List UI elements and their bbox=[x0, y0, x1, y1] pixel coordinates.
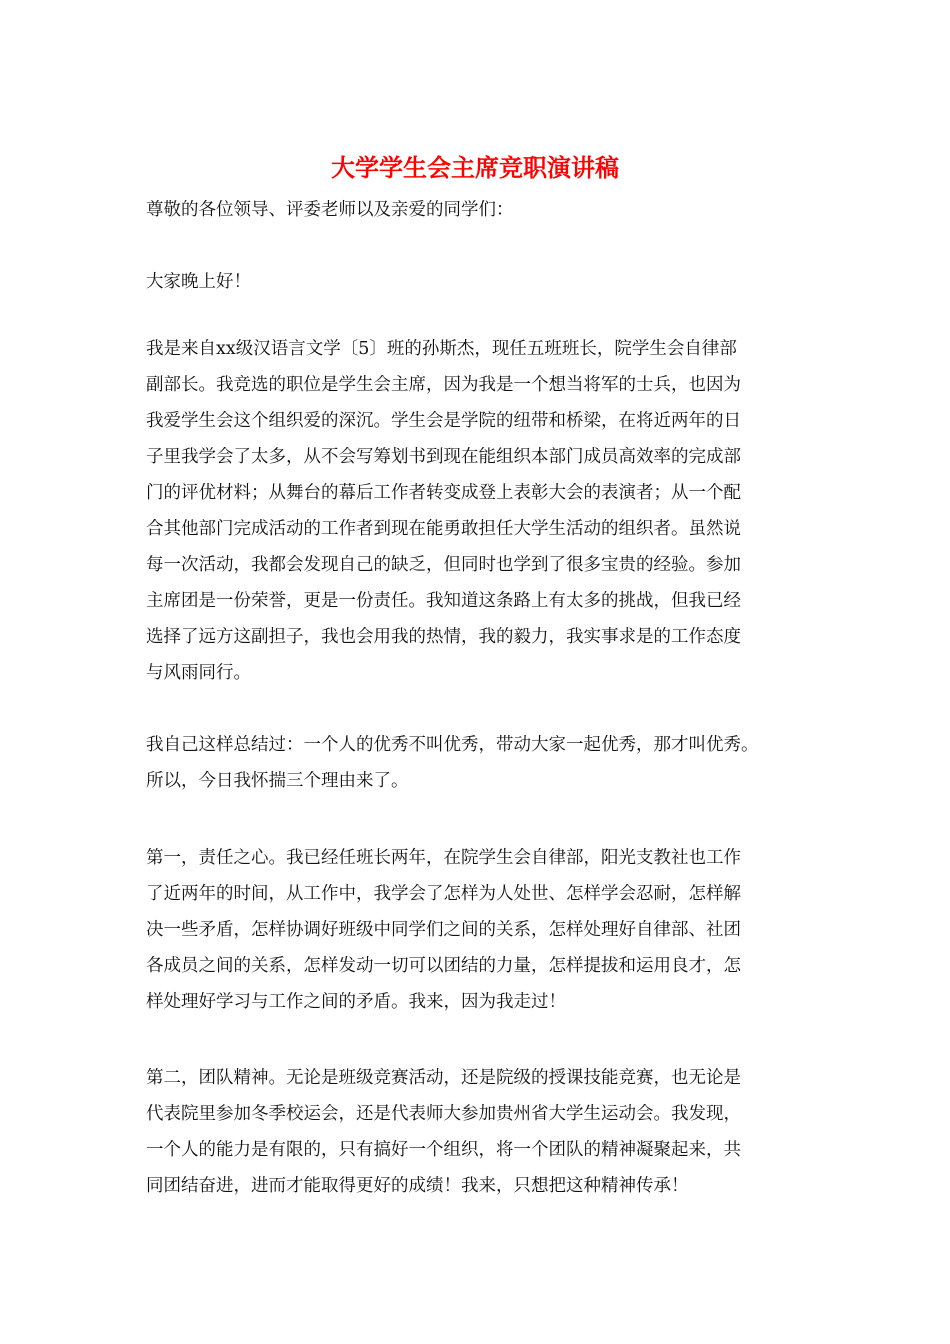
body-line: 一个人的能力是有限的，只有搞好一个组织，将一个团队的精神凝聚起来，共 bbox=[146, 1140, 741, 1160]
body-line: 大家晚上好！ bbox=[146, 272, 251, 292]
body-line: 每一次活动，我都会发现自己的缺乏，但同时也学到了很多宝贵的经验。参加 bbox=[146, 555, 741, 575]
body-line: 尊敬的各位领导、评委老师以及亲爱的同学们： bbox=[146, 200, 514, 220]
body-line: 我自己这样总结过：一个人的优秀不叫优秀，带动大家一起优秀，那才叫优秀。 bbox=[146, 735, 759, 755]
body-line: 第二，团队精神。无论是班级竞赛活动，还是院级的授课技能竞赛，也无论是 bbox=[146, 1068, 741, 1088]
body-line: 第一，责任之心。我已经任班长两年，在院学生会自律部，阳光支教社也工作 bbox=[146, 848, 741, 868]
body-line: 各成员之间的关系，怎样发动一切可以团结的力量，怎样提拔和运用良才，怎 bbox=[146, 956, 741, 976]
body-line: 子里我学会了太多，从不会写筹划书到现在能组织本部门成员高效率的完成部 bbox=[146, 447, 741, 467]
body-line: 决一些矛盾，怎样协调好班级中同学们之间的关系，怎样处理好自律部、社团 bbox=[146, 920, 741, 940]
body-line: 副部长。我竞选的职位是学生会主席，因为我是一个想当将军的士兵，也因为 bbox=[146, 375, 741, 395]
body-line: 所以，今日我怀揣三个理由来了。 bbox=[146, 771, 409, 791]
document-title: 大学学生会主席竞职演讲稿 bbox=[331, 153, 619, 182]
body-line: 主席团是一份荣誉，更是一份责任。我知道这条路上有太多的挑战，但我已经 bbox=[146, 591, 741, 611]
body-line: 选择了远方这副担子，我也会用我的热情，我的毅力，我实事求是的工作态度 bbox=[146, 627, 741, 647]
body-line: 同团结奋进，进而才能取得更好的成绩！我来，只想把这种精神传承！ bbox=[146, 1176, 689, 1196]
body-line: 我是来自xx级汉语言文学〔5〕班的孙斯杰，现任五班班长，院学生会自律部 bbox=[146, 339, 737, 359]
body-line: 代表院里参加冬季校运会，还是代表师大参加贵州省大学生运动会。我发现， bbox=[146, 1104, 741, 1124]
body-line: 与风雨同行。 bbox=[146, 663, 251, 683]
body-line: 我爱学生会这个组织爱的深沉。学生会是学院的纽带和桥梁，在将近两年的日 bbox=[146, 411, 741, 431]
body-line: 合其他部门完成活动的工作者到现在能勇敢担任大学生活动的组织者。虽然说 bbox=[146, 519, 741, 539]
body-line: 门的评优材料；从舞台的幕后工作者转变成登上表彰大会的表演者；从一个配 bbox=[146, 483, 741, 503]
body-line: 了近两年的时间，从工作中，我学会了怎样为人处世、怎样学会忍耐，怎样解 bbox=[146, 884, 741, 904]
body-line: 样处理好学习与工作之间的矛盾。我来，因为我走过！ bbox=[146, 992, 566, 1012]
